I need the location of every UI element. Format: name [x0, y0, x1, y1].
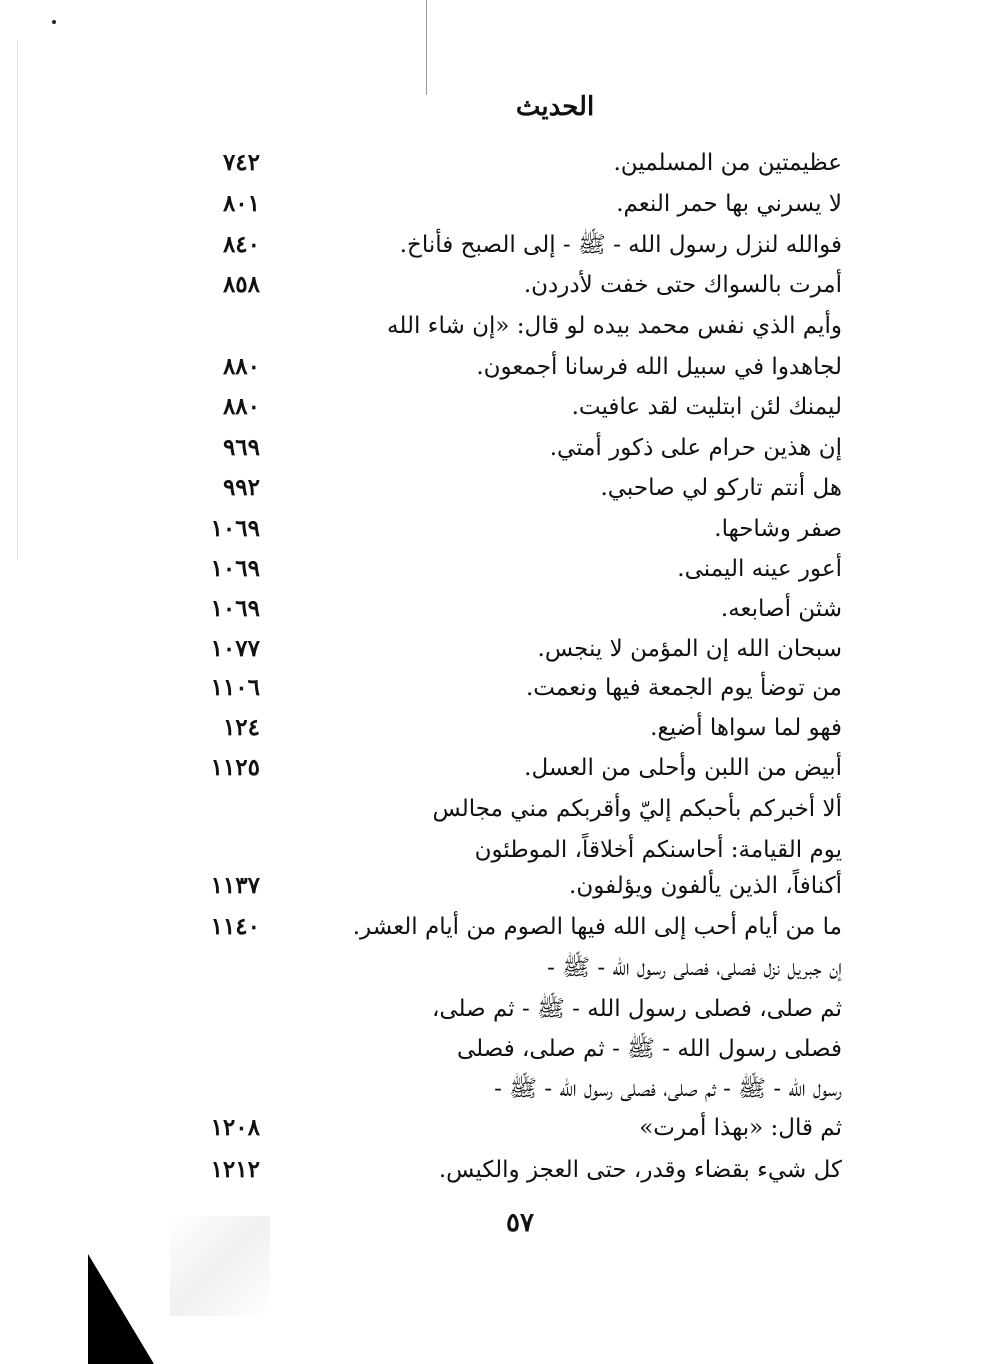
entry-text: يوم القيامة: أحاسنكم أخلاقاً، الموطئون: [474, 837, 842, 863]
entry-page-number: ٨٤٠: [222, 231, 260, 258]
entry-text: فوالله لنزل رسول الله - ﷺ - إلى الصبح فأناخ.: [399, 232, 842, 258]
list-item: [180, 306, 842, 346]
entry-text: ليمنك لئن ابتليت لقد عافيت.: [571, 394, 842, 420]
list-item: [180, 1150, 842, 1190]
entry-page-number: ١٢١٢: [210, 1156, 260, 1183]
entry-text: صفر وشاحها.: [714, 516, 842, 542]
entry-page-number: ١٠٧٧: [210, 635, 260, 662]
entry-text: ألا أخبركم بأحبكم إليّ وأقربكم مني مجالس: [432, 796, 842, 822]
entry-text: ما من أيام أحب إلى الله فيها الصوم من أيام العشر.: [352, 914, 842, 940]
list-item: [180, 1108, 842, 1148]
entry-page-number: ٨٥٨: [222, 271, 260, 298]
page-curl-shade: [170, 1216, 270, 1316]
entry-page-number: ٨٨٠: [222, 353, 260, 380]
entry-text: إن جبريل نزل فصلى، فصلى رسول الله - ﷺ -: [547, 955, 842, 981]
scan-corner-shadow: [88, 1254, 154, 1364]
entry-page-number: ٩٦٩: [222, 434, 260, 461]
fold-line: [426, 0, 427, 95]
entry-text: فهو لما سواها أضيع.: [650, 715, 842, 741]
list-item: [180, 629, 842, 669]
entry-text: أبيض من اللبن وأحلى من العسل.: [524, 755, 842, 781]
scan-speck: [52, 20, 56, 24]
entry-page-number: ١٢٤: [222, 714, 260, 741]
entry-text: لجاهدوا في سبيل الله فرسانا أجمعون.: [476, 354, 842, 380]
list-item: [180, 428, 842, 468]
list-item: [180, 830, 842, 870]
entry-page-number: ١٠٦٩: [210, 555, 260, 582]
list-item: [180, 989, 842, 1029]
list-item: [180, 468, 842, 508]
entry-text: عظيمتين من المسلمين.: [613, 150, 842, 176]
entry-page-number: ١١٤٠: [210, 913, 260, 940]
entry-text: أمرت بالسواك حتى خفت لأدردن.: [523, 272, 842, 298]
entry-page-number: ٨٠١: [222, 190, 260, 217]
entry-page-number: ١٢٠٨: [210, 1114, 260, 1141]
list-item: [180, 225, 842, 265]
entry-page-number: ٩٩٢: [222, 474, 260, 501]
running-head: الحديث: [515, 92, 595, 122]
list-item: [180, 347, 842, 387]
list-item: [180, 184, 842, 224]
list-item: [180, 1069, 842, 1109]
entry-text: هل أنتم تاركو لي صاحبي.: [600, 475, 842, 501]
entry-page-number: ١٠٦٩: [210, 515, 260, 542]
entry-page-number: ١١٢٥: [210, 754, 260, 781]
entry-text: ثم قال: «بهذا أمرت»: [639, 1115, 842, 1141]
list-item: [180, 589, 842, 629]
entry-page-number: ١١٣٧: [210, 872, 260, 899]
list-item: [180, 907, 842, 947]
list-item: [180, 748, 842, 788]
entry-text: أعور عينه اليمنى.: [677, 556, 842, 582]
list-item: [180, 789, 842, 829]
list-item: [180, 509, 842, 549]
entry-page-number: ٧٤٢: [222, 149, 260, 176]
entry-page-number: ٨٨٠: [222, 393, 260, 420]
entry-text: سبحان الله إن المؤمن لا ينجس.: [537, 636, 842, 662]
entry-text: كل شيء بقضاء وقدر، حتى العجز والكيس.: [438, 1157, 842, 1183]
entry-text: من توضأ يوم الجمعة فيها ونعمت.: [525, 675, 842, 701]
list-item: [180, 549, 842, 589]
entry-text: ثم صلى، فصلى رسول الله - ﷺ - ثم صلى،: [431, 996, 842, 1022]
entry-text: رسول الله - ﷺ - ثم صلى، فصلى رسول الله - ﷺ -: [494, 1076, 842, 1102]
list-item: [180, 1029, 842, 1069]
entry-text: إن هذين حرام على ذكور أمتي.: [549, 435, 842, 461]
entry-text: فصلى رسول الله - ﷺ - ثم صلى، فصلى: [456, 1036, 842, 1062]
entry-text: أكنافاً، الذين يألفون ويؤلفون.: [569, 873, 842, 899]
entry-text: وأيم الذي نفس محمد بيده لو قال: «إن شاء الله: [387, 313, 842, 339]
entry-page-number: ١١٠٦: [210, 674, 260, 701]
entry-page-number: ١٠٦٩: [210, 595, 260, 622]
page-number: ٥٧: [506, 1208, 534, 1238]
entry-text: لا يسرني بها حمر النعم.: [616, 191, 842, 217]
list-item: [180, 143, 842, 183]
list-item: [180, 708, 842, 748]
entry-text: شثن أصابعه.: [720, 596, 842, 622]
list-item: [180, 668, 842, 708]
list-item: [180, 387, 842, 427]
list-item: [180, 948, 842, 988]
list-item: [180, 866, 842, 906]
list-item: [180, 265, 842, 305]
